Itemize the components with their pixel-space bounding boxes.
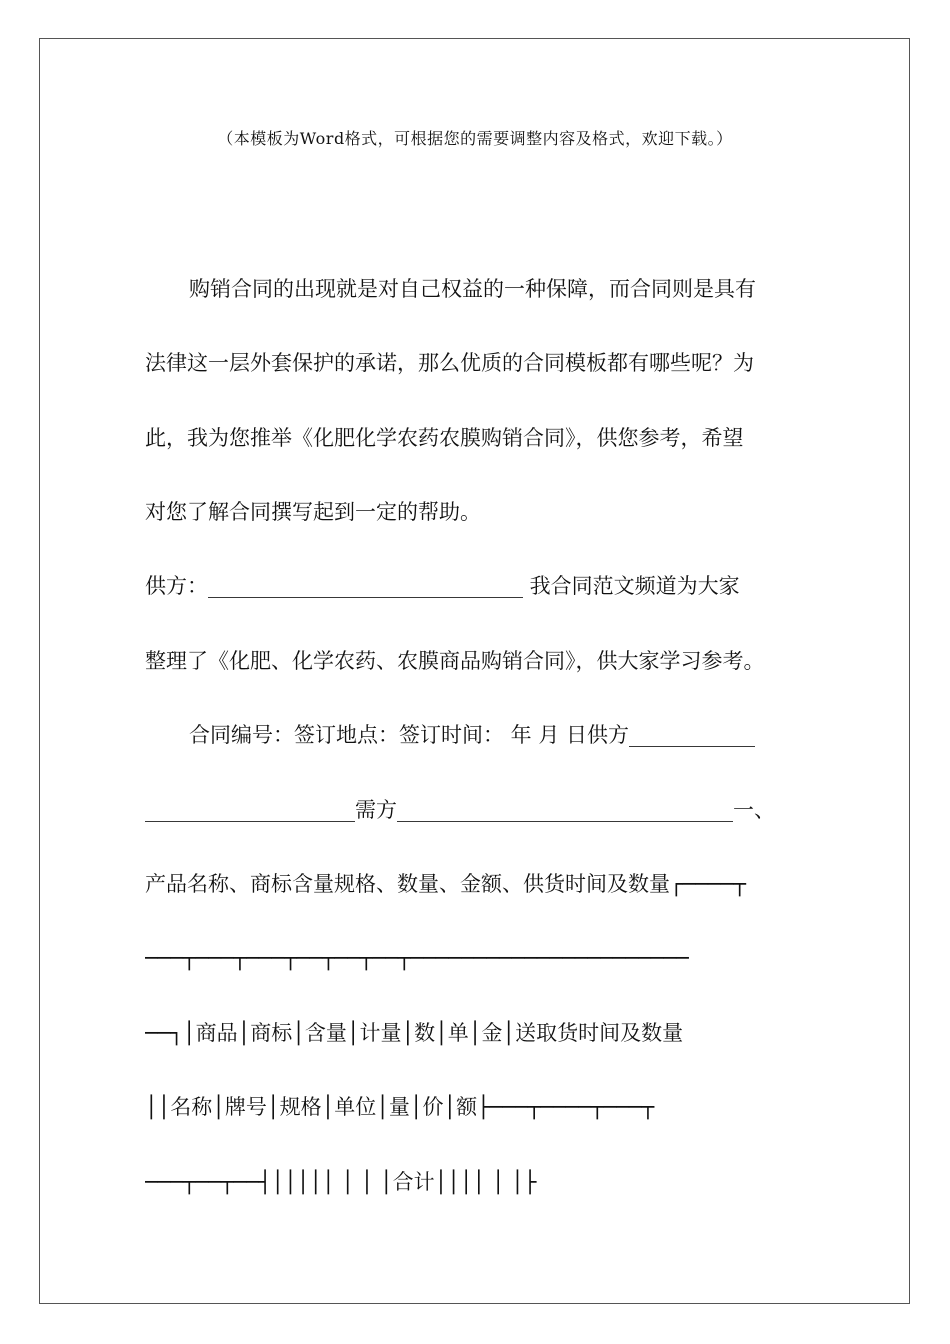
template-note: （本模板为Word格式，可根据您的需要调整内容及格式，欢迎下载。） — [217, 129, 733, 148]
product-heading-line: 产品名称、商标含量规格、数量、金额、供货时间及数量┌────┬ — [145, 872, 746, 896]
table-border-line-1: ───┬───┬───┬──┬──┬──┬────────────────────── — [145, 946, 689, 970]
body-line-1: 购销合同的出现就是对自己权益的一种保障，而合同则是具有 — [189, 277, 756, 301]
supplier-line: 供方：______________________________ 我合同范文频道为大家 — [145, 574, 740, 598]
table-header-line-2: ││名称│牌号│规格│单位│量│价│额├───┬────┬───┬ — [145, 1095, 655, 1119]
body-line-3: 此，我为您推举《化肥化学农药农膜购销合同》，供您参考，希望 — [145, 426, 744, 450]
contract-info-line: 合同编号：签订地点：签订时间： 年 月 日供方____________ — [189, 723, 756, 747]
table-header-line-1: ──┐│商品│商标│含量│计量│数│单│金│送取货时间及数量 — [145, 1021, 684, 1045]
body-line-6: 整理了《化肥、化学农药、农膜商品购销合同》，供大家学习参考。 — [145, 649, 765, 673]
body-line-2: 法律这一层外套保护的承诺，那么优质的合同模板都有哪些呢？为 — [145, 351, 754, 375]
table-border-line-2: ───┬──┬──┤│││││ │ │ │合计││││ │ │├ — [145, 1170, 537, 1194]
body-line-4: 对您了解合同撰写起到一定的帮助。 — [145, 500, 481, 524]
party-line: ____________________需方________________________________一、 — [145, 798, 775, 822]
